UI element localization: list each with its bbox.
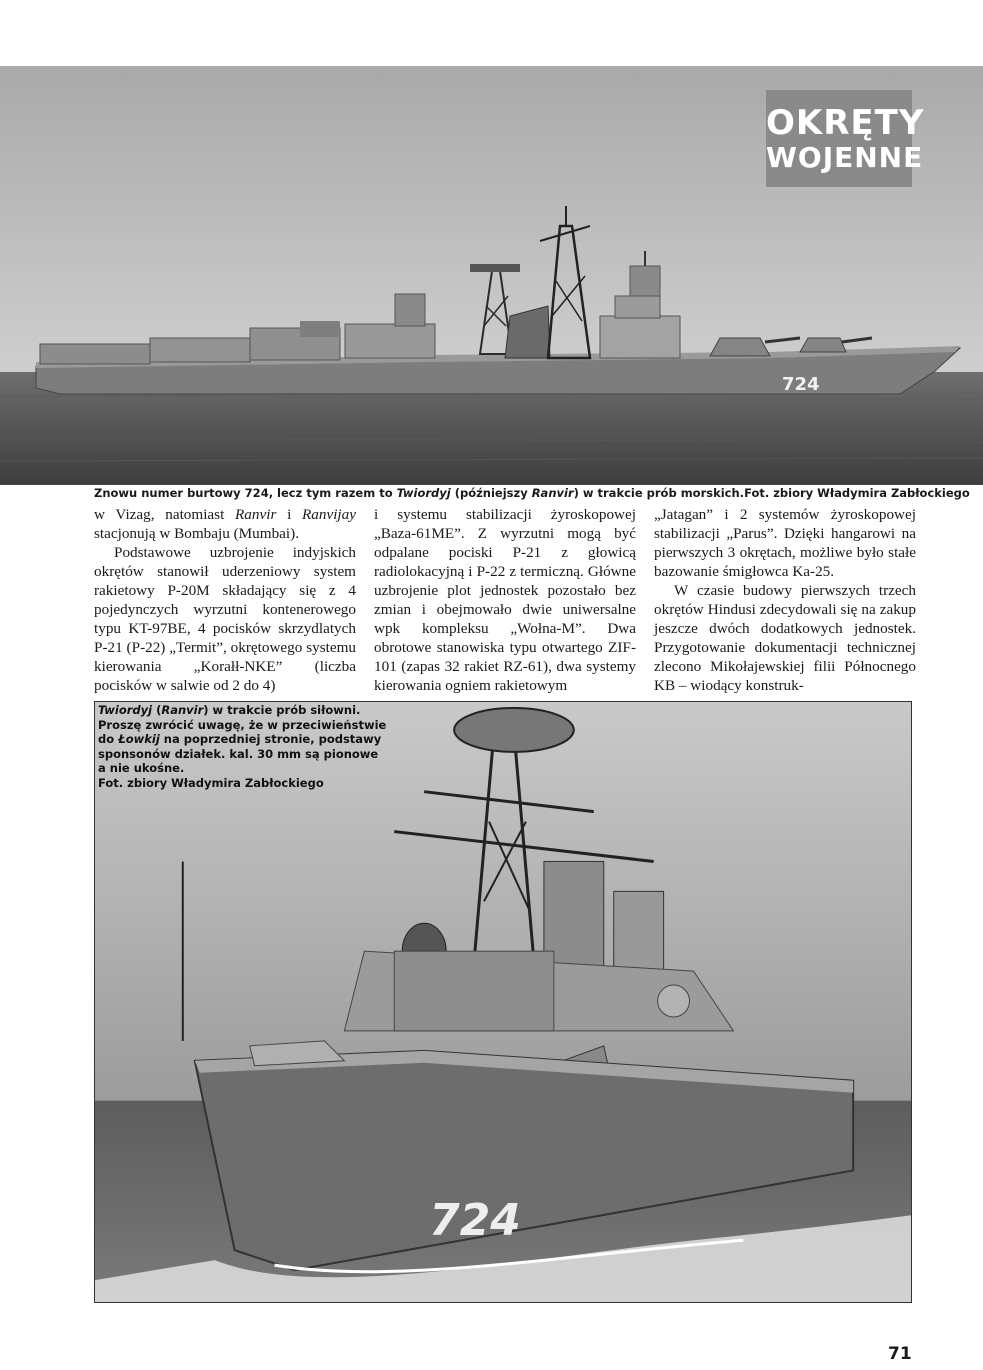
text-run: w Vizag, natomiast bbox=[94, 506, 236, 523]
top-caption-text bbox=[94, 486, 744, 500]
magazine-logo bbox=[766, 90, 925, 187]
caption-ship-name: Ranvir bbox=[531, 486, 574, 500]
ship-name: Ranvir bbox=[235, 506, 277, 523]
text-column-1 bbox=[94, 505, 356, 695]
bottom-ship-photo bbox=[94, 701, 912, 1303]
caption-part: ( bbox=[152, 703, 162, 717]
caption-part: ) w trakcie prób morskich. bbox=[573, 486, 745, 500]
bottom-photo-caption bbox=[98, 703, 388, 790]
text-run: stacjonują w Bombaju (Mumbai). bbox=[94, 525, 299, 542]
paragraph: W czasie budowy pierwszych trzech okrętów Hindusi zdecydowali się na zakup jeszcze dwóch dodatkowych jednostek. Przygotowanie dokumentacji technicznej zlecono Mikołajewskiej filii Północnego KB – wiodący konstruk- bbox=[654, 582, 916, 694]
top-photo-caption bbox=[94, 486, 970, 500]
paragraph bbox=[94, 505, 356, 543]
text-column-2 bbox=[374, 505, 636, 695]
ship-name: Ranvijay bbox=[302, 506, 356, 523]
caption-part: Znowu numer burtowy 724, lecz tym razem to bbox=[94, 486, 397, 500]
paragraph: „Jatagan” i 2 systemów żyroskopowej stabilizacji „Parus”. Dzięki hangarowi na pierwszych 3 okrętach, możliwe było stałe bazowanie śmigłowca Ka-25. bbox=[654, 506, 916, 580]
top-photo-credit: Fot. zbiory Władymira Zabłockiego bbox=[744, 486, 970, 500]
page-number: 71 bbox=[888, 1344, 912, 1364]
caption-part: na poprzedniej stronie, podstawy sponsonów działek. kal. 30 mm są pionowe a nie ukośne. bbox=[98, 732, 382, 775]
caption-ship-name: Łowkij bbox=[118, 732, 160, 746]
logo-line-2: WOJENNE bbox=[766, 140, 924, 174]
bottom-photo-credit: Fot. zbiory Władymira Zabłockiego bbox=[98, 775, 324, 790]
bottom-hull-number: 724 bbox=[429, 1195, 521, 1247]
caption-ship-name: Twiordyj bbox=[98, 703, 153, 717]
destroyer-bow-view-image bbox=[95, 702, 911, 1302]
caption-part: (późniejszy bbox=[450, 486, 532, 500]
logo-line-1: OKRĘTY bbox=[766, 102, 925, 143]
text-column-3 bbox=[654, 505, 916, 695]
caption-ship-name: Twiordyj bbox=[396, 486, 451, 500]
caption-ship-name: Ranvir bbox=[161, 703, 204, 717]
text-run: i bbox=[276, 506, 302, 523]
top-hull-number: 724 bbox=[782, 374, 820, 395]
caption-part: ) w trakcie prób siłowni. Proszę zwrócić uwagę, że w przeciwieństwie do bbox=[98, 703, 387, 746]
paragraph: Podstawowe uzbrojenie indyjskich okrętów stanowił uderzeniowy system rakietowy P-20M składający się z 4 pojedynczych wyrzutni kontenerowego typu KT-97BE, 4 pocisków skrzydlatych P-21 (P-22) „Termit”, okrętowego systemu kierowania „Korałł-NKE” (liczba pocisków w salwie od 2 do 4) bbox=[94, 544, 356, 694]
paragraph: i systemu stabilizacji żyroskopowej „Baza-61ME”. Z wyrzutni mogą być odpalane pociski P-21 z głowicą radiolokacyjną i P-22 z termiczną. Główne uzbrojenie plot jednostek pozostało bez zmian i obejmowało dwie uniwersalne wpk kompleksu „Wołna-M”. Dwa obrotowe stanowiska typu otwartego ZIF-101 (zapas 32 rakiet RZ-61), dwa systemy kierowania ogniem rakietowym bbox=[374, 506, 636, 694]
